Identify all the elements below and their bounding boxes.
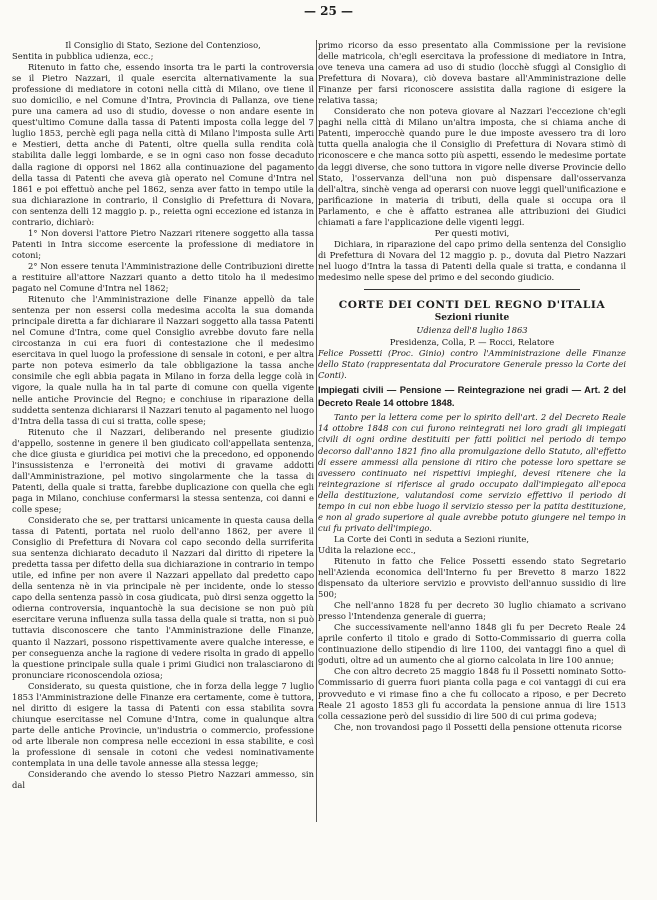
paragraph: Considerato, su questa quistione, che in forza della legge 7 luglio 1853 l'Amministrazione delle Finanze era certamente, come è tuttora, nel diritto di esigere la tassa di Patenti con essa stabilita sovra chiunque esercitasse nel Comune d'Intra, come in qualunque altra parte delle antiche Provincie, un'industria o commercio, professione od arte liberale non compresa nelle eccezioni in essa stabilite, e così la professione di sensale in cotoni che vedesi nominativamente contemplata in una delle tavole annesse alla stessa legge; bbox=[12, 680, 314, 769]
paragraph: Che nell'anno 1828 fu per decreto 30 luglio chiamato a scrivano presso l'Intendenza generale di guerra; bbox=[318, 600, 626, 622]
column-divider bbox=[316, 40, 317, 822]
paragraph: Considerando che avendo lo stesso Pietro Nazzari ammesso, sin dal bbox=[12, 769, 314, 791]
hearing-date: Udienza dell'8 luglio 1863 bbox=[416, 325, 528, 336]
paragraph: Considerato che se, per trattarsi unicamente in questa causa della tassa di Patenti, portata nel ruolo dell'anno 1862, per avere il Consiglio di Prefettura di Novara col capo secondo della surriferita sua sentenza dichiarato decaduto il Nazzari dal diritto di ripetere la predetta tassa per difetto della sua dichiarazione in contrario in tempo utile, ed infine per non avere il Nazzari appellato dal predetto capo della sentenza nè in via principale nè per incidente, onde lo stesso capo della sentenza passò in cosa giudicata, può dirsi senza oggetto la odierna controversia, inquantochè la sua decisione se non può più esercitare veruna influenza sulla tassa della quale si tratta, non si può tuttavia disconoscere che tanto l'Amministrazione delle Finanze, quanto il Nazzari, possono rispettivamente avere qualche interesse, e per conseguenza anche la ragione di vedere risolta in grado di appello la questione principale sulla quale i primi Giudici non tralasciarono di pronunciare riconoscendola oziosa; bbox=[12, 515, 314, 680]
right-column bbox=[318, 40, 626, 733]
paragraph: Ritenuto in fatto che Felice Possetti essendo stato Segretario nell'Azienda economica dell'Interno fu per Brevetto 8 marzo 1822 dispensato da ulteriore servizio e provvisto dell'annuo sussidio di lire 500; bbox=[318, 555, 626, 600]
court-title: CORTE DEI CONTI DEL REGNO D'ITALIA bbox=[338, 299, 606, 312]
paragraph: Dichiara, in riparazione del capo primo della sentenza del Consiglio di Prefettura di Novara del 12 maggio p. p., dovuta dal Pietro Nazzari nel luogo d'Intra la tassa di Patenti della quale si tratta, e condanna il medesimo nelle spese del primo e del secondo giudicio. bbox=[318, 238, 626, 282]
paragraph: Sentita in pubblica udienza, ecc.; bbox=[12, 51, 154, 62]
paragraph: Ritenuto che l'Amministrazione delle Finanze appellò da tale sentenza per non essersi colla medesima accolta la sua domanda principale diretta a far dichiarare il Nazzari soggetto alla tassa Patenti nel Comune d'Intra, come quel Consiglio avrebbe dovuto fare nella circostanza in cui era fuori di contestazione che il medesimo esercitava in quel luogo la professione di sensale in cotoni, e per altra parte non poteva esimerlo da tale obbligazione la tassa anche consimile che egli abbia pagata in Milano in forza della legge colà in vigore, la quale nulla ha in tal parte di comune con quella vigente nelle antiche Provincie del Regno; e conchiuse in riparazione della suddetta sentenza dichiararsi il Nazzari tenuto al pagamento nel luogo d'Intra della tassa di cui si tratta, colle spese; bbox=[12, 294, 314, 426]
page-number: — 25 — bbox=[303, 4, 354, 18]
paragraph: La Corte dei Conti in seduta a Sezioni riunite, bbox=[334, 533, 529, 544]
parties-line: Felice Possetti (Proc. Ginio) contro l'Amministrazione delle Finanze dello Stato (rappresentata dal Procuratore Generale presso la Corte dei Conti). bbox=[318, 348, 626, 381]
paragraph: Considerato che non poteva giovare al Nazzari l'eccezione ch'egli paghi nella città di Milano un'altra imposta, che si chiama anche di Patenti, imperocchè quando pure le due imposte avessero tra di loro tutta quella analogia che il Consiglio di Prefettura di Novara stimò di riconoscere e che manca sotto più aspetti, essendo le medesime portate da leggi diverse, che sono tuttora in vigore nelle diverse Provincie dello Stato, l'osservanza dell'una non può dispensare dall'osservanza dell'altra, sinchè venga ad operarsi con nuove leggi quell'unificazione e parificazione in materia di tributi, della quale si occupa ora il Parlamento, e che è affatto estranea alle attribuzioni dei Giudici chiamati a fare l'applicazione delle vigenti leggi. bbox=[318, 106, 626, 227]
paragraph: Il Consiglio di Stato, Sezione del Contenzioso, bbox=[65, 40, 261, 50]
paragraph: Che con altro decreto 25 maggio 1848 fu il Possetti nominato Sotto-Commissario di guerra fuori pianta colla paga e coi vantaggi di cui era provveduto e vi rimase fino a che fu collocato a riposo, e per Decreto Reale 21 agosto 1853 gli fu accordata la pensione annua di lire 1513 colla cessazione però del sussidio di lire 500 di cui prima godeva; bbox=[318, 666, 626, 721]
paragraph: 2° Non essere tenuta l'Amministrazione delle Contribuzioni dirette a restituire all'attore Nazzari quanto a detto titolo ha il medesimo pagato nel Comune d'Intra nel 1862; bbox=[12, 260, 314, 294]
paragraph: 1° Non doversi l'attore Pietro Nazzari ritenere soggetto alla tassa Patenti in Intra siccome esercente la professione di mediatore in cotoni; bbox=[12, 227, 314, 260]
left-column bbox=[12, 40, 314, 791]
paragraph: Ritenuto che il Nazzari, deliberando nel presente giudizio d'appello, sostenne in genere il ben giudicato coll'appellata sentenza, che dice giusta e giuridica pei motivi che la precedono, ed opponendo l'insussistenza e l'erroneità dei motivi di gravame addotti dall'Amministrazione, pel motivo singolarmente che la tassa di Patenti, della quale si tratta, farebbe duplicazione con quella che egli paga in Milano, conchiuse confermarsi la stessa sentenza, coi danni e colle spese; bbox=[12, 426, 314, 514]
paragraph: Udita la relazione ecc., bbox=[318, 544, 416, 555]
paragraph: primo ricorso da esso presentato alla Commissione per la revisione delle matricola, ch'egli esercitava la professione di mediatore in Intra, ove teneva una camera ad uso di studio (locchè sfuggì al Consiglio di Prefettura di Novara), ciò doveva bastare all'Amministrazione delle Finanze per farsi riconoscere assistita dalla ragione di esigere la relativa tassa; bbox=[318, 40, 626, 106]
subject-heading: Impiegati civili — Pensione — Reintegrazione nei gradi — Art. 2 del Decreto Reale 14 ottobre 1848. bbox=[318, 384, 626, 408]
paragraph: Che successivamente nell'anno 1848 gli fu per Decreto Reale 24 aprile conferto il titolo e grado di Sotto-Commissario di guerra colla continuazione dello stipendio di lire 1100, dei vantaggi fino a quel dì goduti, oltre ad un aumento che al giorno calcolata in lire 100 annue; bbox=[318, 622, 626, 666]
paragraph: Ritenuto in fatto che, essendo insorta tra le parti la controversia se il Pietro Nazzari, il quale esercita alternativamente la sua professione di mediatore in cotoni nella città di Milano, ove tiene il suo domicilio, e nel Comune d'Intra, Provincia di Pallanza, ove tiene pure una camera ad uso di studio, dovesse o non andare esente in quest'ultimo Comune dalla tassa di Patenti imposta colla legge del 7 luglio 1853, perchè egli paga nella città di Milano l'imposta sulle Arti e Mestieri, detta anche di Patenti, oltre quella sulla rendita colà stabilita dalle leggi lombarde, e se in ogni caso non fosse decaduto dalla ragione di opporsi nel 1862 alla continuazione del pagamento della tassa di Patenti che aveva già operato nel Comune d'Intra nel 1861 e poi effettuò anche pel 1862, senza aver fatto in tempo utile la sua dichiarazione in contrario, il Consiglio di Prefettura di Novara, con sentenza delli 12 maggio p. p., reietta ogni eccezione ed istanza in contrario, dichiarò: bbox=[12, 62, 314, 227]
legal-maxim: Tanto per la lettera come per lo spirito dell'art. 2 del Decreto Reale 14 ottobre 1848 con cui furono reintegrati nei loro gradi gli impiegati civili di ogni ordine destituiti per fatti politici nel periodo di tempo decorso dall'anno 1821 fino alla promulgazione dello Statuto, all'effetto di essere ammessi alla pensione di ritiro che potesse loro spettare se avessero continuato nei rispettivi impieghi, devesi ritenere che la reintegrazione si riferisce al grado occupato dall'impiegato all'epoca della destituzione, valutandosi come servizio effettivo il periodo di tempo in cui non ebbe luogo il servizio stesso per la patita destituzione, e non al grado superiore al quale avrebbe potuto giungere nel tempo in cui fu privato dell'impiego. bbox=[318, 412, 626, 533]
court-section: Sezioni riunite bbox=[434, 313, 510, 324]
paragraph: Per questi motivi, bbox=[434, 227, 510, 238]
presidency-line: Presidenza, Colla, P. — Rocci, Relatore bbox=[389, 336, 555, 347]
section-separator bbox=[364, 289, 580, 290]
paragraph: Che, non trovandosi pago il Possetti della pensione ottenuta ricorse bbox=[334, 721, 622, 732]
